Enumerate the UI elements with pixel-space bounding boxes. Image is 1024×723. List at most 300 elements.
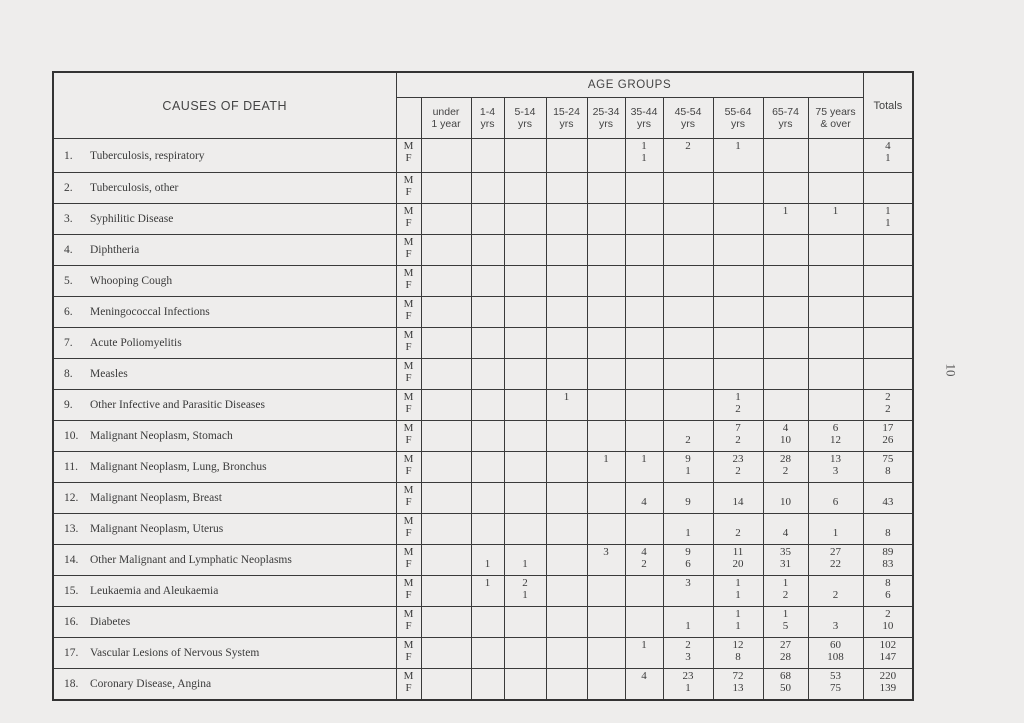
- value-cell: [808, 483, 863, 514]
- sex-label-male: M: [403, 140, 414, 152]
- male-count: [664, 392, 713, 404]
- cause-cell: [53, 545, 396, 576]
- male-count: 2: [685, 639, 691, 651]
- male-count: [664, 299, 713, 311]
- value-cell: [546, 297, 587, 328]
- value-cell: [713, 328, 763, 359]
- sex-label-male: M: [403, 267, 414, 279]
- value-cell: [625, 545, 663, 576]
- female-count: 1: [685, 619, 691, 632]
- male-count: [472, 609, 504, 621]
- age-column-label-line1: 55-64: [724, 106, 752, 118]
- value-cell: [763, 514, 808, 545]
- male-count: [588, 671, 625, 683]
- value-cell: [587, 483, 625, 514]
- male-count: [505, 485, 546, 497]
- female-count: [664, 590, 713, 602]
- female-count: 20: [732, 557, 744, 570]
- male-count: [422, 423, 471, 435]
- sex-label-male: M: [403, 639, 414, 651]
- male-count: 4: [641, 670, 647, 682]
- sex-cell: [396, 452, 421, 483]
- table-row: [53, 297, 913, 328]
- value-cell: [763, 266, 808, 297]
- male-total: [864, 175, 913, 187]
- cause-cell: [53, 173, 396, 204]
- female-count: [472, 280, 504, 292]
- value-cell: [663, 266, 713, 297]
- sex-label-female: F: [405, 526, 412, 539]
- value-cell: [504, 545, 546, 576]
- value-cell: [808, 576, 863, 607]
- value-cell: [421, 390, 471, 421]
- female-total: 2: [885, 402, 891, 415]
- value-cell: [546, 483, 587, 514]
- female-count: [472, 621, 504, 633]
- age-column-label-line1: 25-34: [592, 106, 620, 118]
- female-count: 108: [827, 650, 844, 663]
- male-count: [472, 671, 504, 683]
- totals-cell: [863, 235, 913, 266]
- totals-cell: [863, 204, 913, 235]
- value-cell: [808, 545, 863, 576]
- male-count: 23: [732, 453, 744, 465]
- cause-name: Tuberculosis, other: [90, 182, 179, 194]
- value-cell: [763, 235, 808, 266]
- male-count: [626, 578, 663, 590]
- value-cell: [808, 204, 863, 235]
- male-count: [588, 516, 625, 528]
- table-row: [53, 266, 913, 297]
- value-cell: [713, 638, 763, 669]
- sex-cell: [396, 545, 421, 576]
- table-row: [53, 669, 913, 701]
- female-count: 10: [780, 495, 791, 508]
- sex-cell: [396, 669, 421, 701]
- female-count: [588, 249, 625, 261]
- female-count: [809, 249, 863, 261]
- value-cell: [808, 266, 863, 297]
- age-column-header: [808, 98, 863, 139]
- male-count: [626, 392, 663, 404]
- female-count: [505, 280, 546, 292]
- sex-label-female: F: [405, 309, 412, 322]
- male-count: [714, 237, 763, 249]
- value-cell: [663, 359, 713, 390]
- male-count: [626, 609, 663, 621]
- cause-name: Coronary Disease, Angina: [90, 678, 212, 690]
- male-count: [472, 299, 504, 311]
- male-count: [714, 206, 763, 218]
- female-count: [664, 342, 713, 354]
- value-cell: [504, 452, 546, 483]
- female-count: [505, 153, 546, 165]
- male-count: [764, 516, 808, 528]
- male-count: [422, 547, 471, 559]
- female-count: [588, 559, 625, 571]
- value-cell: [504, 421, 546, 452]
- cause-number: 14.: [64, 554, 79, 566]
- female-count: [588, 590, 625, 602]
- female-total: 147: [879, 650, 897, 663]
- value-cell: [587, 328, 625, 359]
- sex-label-male: M: [403, 577, 414, 589]
- value-cell: [504, 669, 546, 701]
- male-count: [505, 640, 546, 652]
- value-cell: [504, 328, 546, 359]
- sex-cell: [396, 235, 421, 266]
- female-count: [547, 528, 587, 540]
- totals-cell: [863, 266, 913, 297]
- value-cell: [546, 607, 587, 638]
- age-column-header: [471, 98, 504, 139]
- male-count: 13: [830, 453, 842, 465]
- female-count: [714, 187, 763, 199]
- value-cell: [587, 139, 625, 173]
- value-cell: [471, 421, 504, 452]
- value-cell: [663, 235, 713, 266]
- value-cell: [546, 669, 587, 701]
- female-count: [626, 435, 663, 447]
- female-count: [664, 311, 713, 323]
- age-column-label-line1: 65-74: [772, 106, 799, 118]
- female-count: [422, 683, 471, 695]
- value-cell: [625, 266, 663, 297]
- cause-number: 18.: [64, 678, 79, 690]
- value-cell: [625, 514, 663, 545]
- cause-name: Malignant Neoplasm, Stomach: [90, 430, 233, 442]
- cause-cell: [53, 669, 396, 701]
- value-cell: [421, 204, 471, 235]
- age-column-label-line1: 75 years: [815, 106, 856, 118]
- value-cell: [504, 514, 546, 545]
- sex-cell: [396, 359, 421, 390]
- totals-cell: [863, 173, 913, 204]
- female-count: [664, 404, 713, 416]
- sex-cell: [396, 139, 421, 173]
- female-count: [547, 466, 587, 478]
- value-cell: [471, 452, 504, 483]
- female-count: 1: [522, 557, 528, 570]
- sex-cell: [396, 173, 421, 204]
- female-count: [714, 249, 763, 261]
- sex-label-female: F: [405, 619, 412, 632]
- cause-number: 7.: [64, 337, 73, 349]
- female-count: [764, 373, 808, 385]
- cause-cell: [53, 297, 396, 328]
- sex-label-female: F: [405, 495, 412, 508]
- age-column-header: [763, 98, 808, 139]
- male-count: [472, 423, 504, 435]
- female-count: [626, 621, 663, 633]
- male-count: [588, 609, 625, 621]
- male-count: 1: [484, 577, 491, 589]
- male-count: [809, 141, 863, 153]
- age-column-header: [587, 98, 625, 139]
- male-count: 3: [603, 546, 609, 558]
- female-count: [626, 652, 663, 664]
- female-count: [588, 466, 625, 478]
- value-cell: [546, 139, 587, 173]
- female-count: [588, 652, 625, 664]
- value-cell: [421, 359, 471, 390]
- male-count: [588, 392, 625, 404]
- age-column-label-line2: yrs: [559, 118, 574, 130]
- value-cell: [663, 390, 713, 421]
- value-cell: [763, 139, 808, 173]
- male-count: [472, 516, 504, 528]
- female-count: 28: [780, 650, 791, 663]
- female-count: [626, 187, 663, 199]
- male-count: 27: [830, 546, 842, 558]
- cause-name: Diphtheria: [90, 244, 140, 256]
- value-cell: [713, 607, 763, 638]
- value-cell: [504, 266, 546, 297]
- male-count: [714, 299, 763, 311]
- table-row: [53, 235, 913, 266]
- totals-cell: [863, 607, 913, 638]
- cause-name: Other Malignant and Lymphatic Neoplasms: [90, 554, 292, 566]
- cause-name: Malignant Neoplasm, Breast: [90, 492, 222, 504]
- female-count: 2: [735, 433, 741, 446]
- female-count: 3: [685, 650, 691, 663]
- page-number: 10: [943, 363, 959, 377]
- table-row: [53, 576, 913, 607]
- value-cell: [663, 173, 713, 204]
- female-count: [588, 683, 625, 695]
- cause-number: 11.: [64, 461, 78, 473]
- cause-cell: [53, 328, 396, 359]
- male-total: 2: [885, 391, 891, 403]
- age-column-label-line1: under: [432, 106, 460, 118]
- value-cell: [713, 669, 763, 701]
- value-cell: [663, 483, 713, 514]
- male-count: [505, 175, 546, 187]
- totals-cell: [863, 390, 913, 421]
- male-count: [422, 175, 471, 187]
- value-cell: [625, 483, 663, 514]
- male-count: 1: [603, 453, 609, 465]
- male-count: [764, 392, 808, 404]
- male-count: [547, 547, 587, 559]
- male-count: [422, 141, 471, 153]
- male-count: [809, 175, 863, 187]
- male-count: [714, 175, 763, 187]
- value-cell: [504, 576, 546, 607]
- value-cell: [625, 173, 663, 204]
- male-count: 1: [782, 577, 789, 589]
- value-cell: [421, 266, 471, 297]
- female-count: [422, 311, 471, 323]
- value-cell: [587, 173, 625, 204]
- female-count: 2: [782, 464, 789, 477]
- male-count: [547, 578, 587, 590]
- male-count: [626, 237, 663, 249]
- male-count: [809, 361, 863, 373]
- age-column-label-line2: 1 year: [431, 118, 461, 130]
- cause-name: Meningococcal Infections: [90, 306, 210, 318]
- value-cell: [504, 235, 546, 266]
- value-cell: [546, 514, 587, 545]
- female-count: [472, 652, 504, 664]
- value-cell: [471, 235, 504, 266]
- female-count: [626, 249, 663, 261]
- value-cell: [625, 638, 663, 669]
- value-cell: [421, 297, 471, 328]
- male-count: [547, 330, 587, 342]
- male-total: 4: [885, 140, 891, 152]
- female-count: [505, 528, 546, 540]
- female-count: [547, 497, 587, 509]
- male-total: 75: [882, 453, 894, 465]
- sex-label-male: M: [403, 453, 414, 465]
- female-count: 3: [832, 619, 839, 632]
- value-cell: [421, 452, 471, 483]
- male-count: 1: [735, 577, 741, 589]
- female-count: [505, 342, 546, 354]
- male-count: 72: [732, 670, 744, 682]
- female-count: [626, 218, 663, 230]
- value-cell: [808, 173, 863, 204]
- female-count: [764, 218, 808, 230]
- sex-cell: [396, 204, 421, 235]
- value-cell: [471, 545, 504, 576]
- sex-cell: [396, 483, 421, 514]
- sex-label-male: M: [403, 515, 414, 527]
- male-count: [764, 175, 808, 187]
- age-column-label-line2: yrs: [681, 118, 695, 130]
- male-count: [626, 330, 663, 342]
- female-count: [588, 404, 625, 416]
- sex-label-female: F: [405, 588, 412, 601]
- age-column-label-line1: 35-44: [630, 106, 658, 118]
- male-count: 35: [780, 546, 791, 558]
- value-cell: [587, 607, 625, 638]
- value-cell: [763, 173, 808, 204]
- female-total: 26: [882, 433, 894, 446]
- male-total: [864, 361, 913, 373]
- female-count: [588, 153, 625, 165]
- female-total: [864, 311, 913, 323]
- female-count: [422, 153, 471, 165]
- table-row: [53, 483, 913, 514]
- value-cell: [587, 669, 625, 701]
- female-count: [472, 590, 504, 602]
- female-count: 2: [832, 588, 839, 601]
- female-count: [764, 342, 808, 354]
- male-count: [626, 485, 663, 497]
- female-count: [714, 153, 763, 165]
- sex-label-female: F: [405, 433, 412, 446]
- female-count: [547, 559, 587, 571]
- sex-label-male: M: [403, 546, 414, 558]
- value-cell: [663, 139, 713, 173]
- sex-label-male: M: [403, 670, 414, 682]
- value-cell: [663, 669, 713, 701]
- female-count: [505, 435, 546, 447]
- female-total: [864, 187, 913, 199]
- totals-cell: [863, 297, 913, 328]
- value-cell: [421, 139, 471, 173]
- female-count: 75: [830, 681, 842, 694]
- male-count: 1: [782, 608, 789, 620]
- male-count: 7: [735, 422, 741, 434]
- female-count: [714, 311, 763, 323]
- cause-name: Syphilitic Disease: [90, 213, 174, 225]
- female-count: [472, 683, 504, 695]
- value-cell: [808, 359, 863, 390]
- female-count: [547, 435, 587, 447]
- female-count: [505, 187, 546, 199]
- sex-label-female: F: [405, 557, 412, 570]
- value-cell: [421, 173, 471, 204]
- female-count: [472, 404, 504, 416]
- male-count: 9: [685, 546, 691, 558]
- cause-number: 4.: [64, 244, 73, 256]
- value-cell: [471, 173, 504, 204]
- age-column-label-line2: yrs: [637, 118, 651, 130]
- female-count: [505, 218, 546, 230]
- female-count: [664, 153, 713, 165]
- male-total: [864, 485, 913, 497]
- male-count: 4: [641, 546, 647, 558]
- cause-name: Diabetes: [90, 616, 131, 628]
- age-column-label-line2: yrs: [480, 118, 495, 130]
- male-total: 102: [879, 639, 897, 651]
- female-count: 10: [780, 433, 791, 446]
- totals-cell: [863, 545, 913, 576]
- sex-cell: [396, 297, 421, 328]
- sex-label-female: F: [405, 151, 412, 164]
- value-cell: [713, 514, 763, 545]
- value-cell: [808, 328, 863, 359]
- male-count: [422, 361, 471, 373]
- male-count: [809, 299, 863, 311]
- female-count: [472, 528, 504, 540]
- male-count: [505, 141, 546, 153]
- male-count: [422, 237, 471, 249]
- male-count: [664, 516, 713, 528]
- male-count: [714, 330, 763, 342]
- value-cell: [763, 669, 808, 701]
- value-cell: [625, 669, 663, 701]
- value-cell: [471, 669, 504, 701]
- male-count: [809, 485, 863, 497]
- sex-cell: [396, 638, 421, 669]
- female-count: 2: [685, 433, 691, 446]
- totals-cell: [863, 328, 913, 359]
- female-count: [588, 373, 625, 385]
- female-count: [809, 280, 863, 292]
- female-count: [422, 280, 471, 292]
- male-count: [588, 237, 625, 249]
- male-count: [422, 609, 471, 621]
- value-cell: [763, 452, 808, 483]
- male-count: [588, 175, 625, 187]
- value-cell: [808, 638, 863, 669]
- female-count: [422, 187, 471, 199]
- sex-label-male: M: [403, 236, 414, 248]
- male-count: [472, 330, 504, 342]
- value-cell: [471, 297, 504, 328]
- female-count: 1: [641, 151, 647, 164]
- value-cell: [625, 607, 663, 638]
- female-count: [809, 218, 863, 230]
- sex-label-male: M: [403, 298, 414, 310]
- female-count: [472, 249, 504, 261]
- male-count: [472, 141, 504, 153]
- male-count: [422, 330, 471, 342]
